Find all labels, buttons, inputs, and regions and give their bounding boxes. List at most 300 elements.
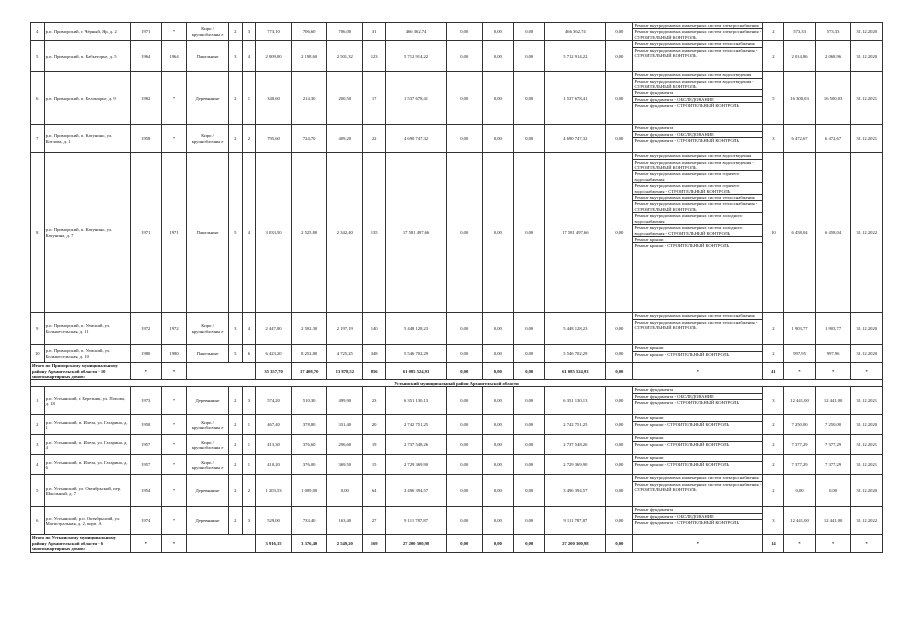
table-row <box>31 153 883 313</box>
address-cell: р.п. Приморский, п. Беломорье, д. 9 <box>44 72 130 125</box>
planned-date: 31.12.2020 <box>851 415 883 435</box>
repair-cost: 5 712 914,22 <box>386 41 447 72</box>
table-row <box>31 313 883 345</box>
other-cell: 0,00 <box>606 415 633 435</box>
address-cell: р.п. Приморский, п. Бабьегорье, д. 5 <box>44 41 130 72</box>
max-unit-cost: 997,96 <box>815 345 851 363</box>
commission-year: 1980 <box>130 345 161 363</box>
residents-cell: 22 <box>363 125 386 153</box>
max-unit-cost: 7 377,29 <box>815 435 851 455</box>
total-c5: 0,00 <box>606 535 633 552</box>
residents-cell: 140 <box>363 313 386 345</box>
address-cell: р.п. Приморский, г. Чёрный, Яр, д. 2 <box>44 23 130 41</box>
residential-area: 2 502,30 <box>291 313 327 345</box>
residents-cell: 64 <box>363 475 386 507</box>
entrances-cell: 2 <box>242 125 256 153</box>
overhaul-year: * <box>161 415 186 435</box>
wall-material: Деревянные <box>187 475 229 507</box>
private-area: 4 725,25 <box>327 345 363 363</box>
planned-date: 31.12.2022 <box>851 507 883 535</box>
residential-area: 214,30 <box>291 72 327 125</box>
repair-cost: 9 111 787,87 <box>386 507 447 535</box>
total-area: 340,60 <box>256 72 292 125</box>
total-a3: 13 878,52 <box>327 363 363 380</box>
total-p2: * <box>815 535 851 552</box>
works-count: 2 <box>763 313 784 345</box>
works-count: 5 <box>763 72 784 125</box>
district-heading: Устьянский муниципальный район Архангельской области <box>31 380 883 387</box>
total-area: 773,10 <box>256 23 292 41</box>
works-list <box>633 23 763 41</box>
total-label: Итого по Приморскому муниципальному району Архангельской области - 10 многоквартирных домов: <box>31 363 131 380</box>
wall-material: Деревянные <box>187 507 229 535</box>
commission-year: 1982 <box>130 72 161 125</box>
repair-cost: 466 362,74 <box>386 23 447 41</box>
budget-cell: 0,00 <box>482 125 513 153</box>
max-unit-cost: 1 903,77 <box>815 313 851 345</box>
works-list <box>633 41 763 72</box>
residents-cell: 135 <box>363 153 386 313</box>
fund-cell: 0,00 <box>446 313 482 345</box>
local-cell: 0,00 <box>514 72 545 125</box>
work-item: Ремонт крыши - СТРОИТЕЛЬНЫЙ КОНТРОЛЬ <box>634 461 730 467</box>
max-unit-cost: 12 441,00 <box>815 507 851 535</box>
work-item: Ремонт фундамента - СТРОИТЕЛЬНЫЙ КОНТРОЛЬ <box>634 103 740 109</box>
overhaul-year: * <box>161 72 186 125</box>
total-label: Итого по Устьянскому муниципальному району Архангельской области - 6 многоквартирных домов: <box>31 535 131 552</box>
total-p2: * <box>815 363 851 380</box>
repair-cost: 17 581 497,66 <box>386 153 447 313</box>
residential-area: 378,80 <box>291 415 327 435</box>
other-cell: 0,00 <box>606 72 633 125</box>
owners-cell: 5 712 914,22 <box>545 41 606 72</box>
max-unit-cost: 12 441,00 <box>815 387 851 415</box>
owners-cell: 1 537 678,41 <box>545 72 606 125</box>
floors-cell: 2 <box>229 507 243 535</box>
budget-cell: 0,00 <box>482 41 513 72</box>
address-cell: р.п. Устьянский, п. Илеза, ул. Гагарина, д. 1 <box>44 415 130 435</box>
wall-material: Панельные <box>187 153 229 313</box>
total-c3: 0,00 <box>514 535 545 552</box>
work-item: Ремонт внутридомовых инженерных систем электроснабжения - СТРОИТЕЛЬНЫЙ КОНТРОЛЬ <box>634 29 762 40</box>
total-cost: 27 200 300,98 <box>386 535 447 552</box>
works-list <box>633 415 763 435</box>
work-item: Ремонт крыши - СТРОИТЕЛЬНЫЙ КОНТРОЛЬ <box>634 351 730 357</box>
fund-cell: 0,00 <box>446 345 482 363</box>
owners-cell: 2 742 751,25 <box>545 415 606 435</box>
work-item: Ремонт фундамента - СТРОИТЕЛЬНЫЙ КОНТРОЛЬ <box>634 400 740 406</box>
floors-cell: 2 <box>229 435 243 455</box>
work-item: Ремонт фундамента <box>633 387 762 393</box>
total-c1: 0,00 <box>446 535 482 552</box>
work-item: Ремонт фундамента <box>633 90 762 96</box>
district-heading-row <box>31 380 883 387</box>
work-item: Ремонт крыши <box>633 455 762 461</box>
total-area: 574,20 <box>256 387 292 415</box>
repair-cost: 3 496 394,57 <box>386 475 447 507</box>
total-a2: 17 408,70 <box>291 363 327 380</box>
residents-cell: 348 <box>363 345 386 363</box>
overhaul-year: 1964 <box>161 41 186 72</box>
floors-cell: 2 <box>229 475 243 507</box>
works-count: 3 <box>763 125 784 153</box>
fund-cell: 0,00 <box>446 387 482 415</box>
local-cell: 0,00 <box>514 125 545 153</box>
works-count: 2 <box>763 475 784 507</box>
fund-cell: 0,00 <box>446 475 482 507</box>
unit-cost: 16 300,03 <box>784 72 815 125</box>
overhaul-year: * <box>161 435 186 455</box>
work-item: Ремонт внутридомовых инженерных систем теплоснабжения <box>633 41 762 47</box>
works-count: 3 <box>763 387 784 415</box>
planned-date: 31.12.2021 <box>851 387 883 415</box>
total-placeholder: * <box>161 535 186 552</box>
total-cost: 61 085 524,93 <box>386 363 447 380</box>
private-area: 2 197,19 <box>327 313 363 345</box>
unit-cost: 0,00 <box>784 475 815 507</box>
work-item: Ремонт фундамента - ОБСЛЕДОВАНИЕ <box>633 394 762 400</box>
entrances-cell: 4 <box>242 41 256 72</box>
residents-cell: 23 <box>363 387 386 415</box>
repair-cost: 2 742 751,25 <box>386 415 447 435</box>
total-placeholder: * <box>161 363 186 380</box>
unit-cost: 573,33 <box>784 23 815 41</box>
repair-cost: 5 546 702,29 <box>386 345 447 363</box>
works-list <box>633 455 763 475</box>
address-cell: р.п. Устьянский, р.п. Октябрьский, ул. Магистральная, д. 2, корп. А <box>44 507 130 535</box>
budget-cell: 0,00 <box>482 507 513 535</box>
repair-cost: 2 729 369,90 <box>386 455 447 475</box>
works-count: 2 <box>763 23 784 41</box>
other-cell: 0,00 <box>606 23 633 41</box>
total-c4: 27 200 300,98 <box>545 535 606 552</box>
planned-date: 31.12.2020 <box>851 313 883 345</box>
work-item: Ремонт внутридомовых инженерных систем теплоснабжения - СТРОИТЕЛЬНЫЙ КОНТРОЛЬ <box>633 201 762 213</box>
work-item: Ремонт внутридомовых инженерных систем водоотведения - СТРОИТЕЛЬНЫЙ КОНТРОЛЬ <box>633 79 762 91</box>
total-empty <box>187 363 256 380</box>
budget-cell: 0,00 <box>482 475 513 507</box>
fund-cell: 0,00 <box>446 415 482 435</box>
residential-area: 706,60 <box>291 23 327 41</box>
other-cell: 0,00 <box>606 125 633 153</box>
planned-date: 31.12.2021 <box>851 455 883 475</box>
owners-cell: 4 690 747,32 <box>545 125 606 153</box>
total-row <box>31 363 883 380</box>
address-cell: р.п. Приморский, п. Уемский, ул. Большесельская, д. 10 <box>44 345 130 363</box>
work-item: Ремонт внутридомовых инженерных систем горячего водоснабжения - СТРОИТЕЛЬНЫЙ КОНТРОЛЬ <box>633 183 762 195</box>
total-res: 856 <box>363 363 386 380</box>
address-cell: р.п. Устьянский, п. Илеза, ул. Гагарина, д. 6 <box>44 455 130 475</box>
row-number: 9 <box>31 313 45 345</box>
overhaul-year: * <box>161 23 186 41</box>
row-number: 6 <box>31 72 45 125</box>
unit-cost: 6 458,04 <box>784 153 815 313</box>
planned-date: 31.12.2020 <box>851 345 883 363</box>
repair-cost: 5 448 128,23 <box>386 313 447 345</box>
total-c3: 0,00 <box>514 363 545 380</box>
total-area: 6 423,20 <box>256 345 292 363</box>
total-placeholder: * <box>130 535 161 552</box>
floors-cell: 2 <box>229 72 243 125</box>
row-number: 4 <box>31 455 45 475</box>
work-item: Ремонт внутридомовых инженерных систем теплоснабжения <box>633 313 762 319</box>
floors-cell: 3 <box>229 41 243 72</box>
row-number: 8 <box>31 153 45 313</box>
table-body <box>31 23 883 553</box>
table-row <box>31 125 883 153</box>
total-empty <box>187 535 256 552</box>
floors-cell: 2 <box>229 125 243 153</box>
row-number: 4 <box>31 23 45 41</box>
work-item: Ремонт внутридомовых инженерных систем электроснабжения <box>633 475 762 481</box>
works-count: 3 <box>763 507 784 535</box>
other-cell: 0,00 <box>606 345 633 363</box>
local-cell: 0,00 <box>514 435 545 455</box>
total-p1: * <box>784 535 815 552</box>
work-item: Ремонт фундамента - СТРОИТЕЛЬНЫЙ КОНТРОЛЬ <box>634 138 740 144</box>
budget-cell: 0,00 <box>482 345 513 363</box>
residential-area: 376,00 <box>291 455 327 475</box>
row-number: 7 <box>31 125 45 153</box>
unit-cost: 6 472,67 <box>784 125 815 153</box>
wall-material: Кирп / крупноблочны е <box>187 23 229 41</box>
total-area: 3 033,50 <box>256 153 292 313</box>
commission-year: 1958 <box>130 125 161 153</box>
commission-year: 1958 <box>130 415 161 435</box>
private-area: 2 501,32 <box>327 41 363 72</box>
wall-material: Кирп / крупноблочны е <box>187 313 229 345</box>
wall-material: Панельные <box>187 41 229 72</box>
total-c2: 0,00 <box>482 363 513 380</box>
local-cell: 0,00 <box>514 345 545 363</box>
local-cell: 0,00 <box>514 153 545 313</box>
fund-cell: 0,00 <box>446 435 482 455</box>
unit-cost: 12 441,00 <box>784 387 815 415</box>
other-cell: 0,00 <box>606 507 633 535</box>
total-a3: 2 549,20 <box>327 535 363 552</box>
total-res: 169 <box>363 535 386 552</box>
commission-year: 1971 <box>130 153 161 313</box>
floors-cell: 5 <box>229 153 243 313</box>
fund-cell: 0,00 <box>446 72 482 125</box>
total-area: 795,60 <box>256 125 292 153</box>
owners-cell: 5 448 128,23 <box>545 313 606 345</box>
owners-cell: 466 362,74 <box>545 23 606 41</box>
total-a1: 3 916,15 <box>256 535 292 552</box>
work-item: Ремонт крыши <box>633 435 762 441</box>
entrances-cell: 3 <box>242 387 256 415</box>
planned-date: 31.12.2020 <box>851 23 883 41</box>
private-area: 331,40 <box>327 415 363 435</box>
unit-cost: 2 014,86 <box>784 41 815 72</box>
work-item: Ремонт внутридомовых инженерных систем водоотведения - СТРОИТЕЛЬНЫЙ КОНТРОЛЬ <box>633 160 762 172</box>
residents-cell: 17 <box>363 72 386 125</box>
works-count: 2 <box>763 435 784 455</box>
works-count: 10 <box>763 153 784 313</box>
max-unit-cost: 7 250,00 <box>815 415 851 435</box>
work-item: Ремонт фундамента - ОБСЛЕДОВАНИЕ <box>633 97 762 103</box>
table-row <box>31 387 883 415</box>
overhaul-year: 1972 <box>161 313 186 345</box>
wall-material: Кирп / крупноблочны е <box>187 125 229 153</box>
local-cell: 0,00 <box>514 41 545 72</box>
other-cell: 0,00 <box>606 313 633 345</box>
fund-cell: 0,00 <box>446 41 482 72</box>
other-cell: 0,00 <box>606 435 633 455</box>
table-row <box>31 475 883 507</box>
private-area: 369,50 <box>327 455 363 475</box>
works-list <box>633 125 763 153</box>
total-k: 14 <box>763 535 784 552</box>
local-cell: 0,00 <box>514 23 545 41</box>
work-item: Ремонт фундамента <box>633 507 762 513</box>
work-item: Ремонт крыши - СТРОИТЕЛЬНЫЙ КОНТРОЛЬ <box>634 441 730 447</box>
entrances-cell: 1 <box>242 72 256 125</box>
total-row <box>31 535 883 552</box>
address-cell: р.п. Устьянский, г. Березник, ул. Попова, д. 18 <box>44 387 130 415</box>
works-list <box>633 313 763 345</box>
works-count: 2 <box>763 41 784 72</box>
fund-cell: 0,00 <box>446 23 482 41</box>
residents-cell: 20 <box>363 415 386 435</box>
max-unit-cost: 2 068,96 <box>815 41 851 72</box>
other-cell: 0,00 <box>606 153 633 313</box>
fund-cell: 0,00 <box>446 455 482 475</box>
floors-cell: 2 <box>229 23 243 41</box>
entrances-cell: 2 <box>242 475 256 507</box>
budget-cell: 0,00 <box>482 435 513 455</box>
fund-cell: 0,00 <box>446 125 482 153</box>
overhaul-year: 1971 <box>161 153 186 313</box>
planned-date: 31.12.2021 <box>851 72 883 125</box>
works-list <box>633 475 763 507</box>
budget-cell: 0,00 <box>482 387 513 415</box>
row-number: 1 <box>31 387 45 415</box>
entrances-cell: 1 <box>242 455 256 475</box>
fund-cell: 0,00 <box>446 153 482 313</box>
planned-date: 31.12.2020 <box>851 475 883 507</box>
overhaul-year: * <box>161 455 186 475</box>
work-item: Ремонт фундамента - ОБСЛЕДОВАНИЕ <box>633 514 762 520</box>
wall-material: Деревянные <box>187 72 229 125</box>
local-cell: 0,00 <box>514 507 545 535</box>
address-cell: р.п. Приморский, п. Катунино, ул. Катунина, д. 7 <box>44 153 130 313</box>
row-number: 10 <box>31 345 45 363</box>
table-row <box>31 23 883 41</box>
private-area: 409,20 <box>327 125 363 153</box>
floors-cell: 2 <box>229 415 243 435</box>
residents-cell: 31 <box>363 23 386 41</box>
total-a1: 35 357,70 <box>256 363 292 380</box>
work-item: Ремонт фундамента - СТРОИТЕЛЬНЫЙ КОНТРОЛЬ <box>634 520 740 526</box>
works-list <box>633 387 763 415</box>
address-cell: р.п. Устьянский, п. Илеза, ул. Гагарина, д. 4 <box>44 435 130 455</box>
entrances-cell: 3 <box>242 507 256 535</box>
work-item: Ремонт внутридомовых инженерных систем холодного водоснабжения <box>633 213 762 225</box>
other-cell: 0,00 <box>606 41 633 72</box>
max-unit-cost: 16 500,03 <box>815 72 851 125</box>
private-area: 2 342,40 <box>327 153 363 313</box>
overhaul-year: * <box>161 387 186 415</box>
overhaul-year: 1980 <box>161 345 186 363</box>
wall-material: Деревянные <box>187 387 229 415</box>
residential-area: 1 009,00 <box>291 475 327 507</box>
row-number: 5 <box>31 475 45 507</box>
total-a2: 3 376,40 <box>291 535 327 552</box>
commission-year: 1974 <box>130 507 161 535</box>
work-item: Ремонт внутридомовых инженерных систем водоотведения <box>633 153 762 159</box>
total-area: 1 203,53 <box>256 475 292 507</box>
private-area: 706,00 <box>327 23 363 41</box>
residential-area: 733,40 <box>291 507 327 535</box>
total-date: * <box>851 363 883 380</box>
table-row <box>31 455 883 475</box>
total-area: 467,40 <box>256 415 292 435</box>
table-row <box>31 41 883 72</box>
works-count: 2 <box>763 455 784 475</box>
total-c2: 0,00 <box>482 535 513 552</box>
commission-year: 1964 <box>130 41 161 72</box>
work-item: Ремонт крыши <box>633 237 762 243</box>
commission-year: 1973 <box>130 387 161 415</box>
total-works: * <box>633 363 763 380</box>
capital-repair-table <box>30 22 883 553</box>
unit-cost: 7 377,29 <box>784 435 815 455</box>
works-list <box>633 435 763 455</box>
floors-cell: 2 <box>229 455 243 475</box>
wall-material: Панельные <box>187 345 229 363</box>
planned-date: 31.12.2020 <box>851 41 883 72</box>
table-row <box>31 345 883 363</box>
total-area: 410,20 <box>256 455 292 475</box>
local-cell: 0,00 <box>514 313 545 345</box>
residents-cell: 27 <box>363 507 386 535</box>
max-unit-cost: 6 472,67 <box>815 125 851 153</box>
total-area: 529,00 <box>256 507 292 535</box>
residential-area: 510,30 <box>291 387 327 415</box>
max-unit-cost: 7 377,29 <box>815 455 851 475</box>
work-item: Ремонт внутридомовых инженерных систем горячего водоснабжения <box>633 171 762 183</box>
work-item: Ремонт внутридомовых инженерных систем теплоснабжения <box>633 195 762 201</box>
work-item: Ремонт внутридомовых инженерных систем электроснабжения <box>633 23 762 29</box>
commission-year: 1957 <box>130 455 161 475</box>
work-item: Ремонт крыши <box>633 345 762 351</box>
private-area: 0,00 <box>327 475 363 507</box>
planned-date: 31.12.2021 <box>851 125 883 153</box>
row-number: 6 <box>31 507 45 535</box>
work-item: Ремонт крыши <box>633 415 762 421</box>
commission-year: 1954 <box>130 475 161 507</box>
owners-cell: 3 496 394,57 <box>545 475 606 507</box>
address-cell: р.п. Приморский, п. Катунино, ул. Котлова, д. 1 <box>44 125 130 153</box>
unit-cost: 1 903,77 <box>784 313 815 345</box>
work-item: Ремонт внутридомовых инженерных систем водоотведения <box>633 72 762 78</box>
total-c5: 0,00 <box>606 363 633 380</box>
budget-cell: 0,00 <box>482 313 513 345</box>
other-cell: 0,00 <box>606 455 633 475</box>
wall-material: Кирп / крупноблочны е <box>187 415 229 435</box>
row-number: 5 <box>31 41 45 72</box>
table-row <box>31 507 883 535</box>
works-count: 2 <box>763 415 784 435</box>
work-item: Ремонт внутридомовых инженерных систем теплоснабжения - СТРОИТЕЛЬНЫЙ КОНТРОЛЬ <box>634 319 758 331</box>
overhaul-year: * <box>161 125 186 153</box>
residents-cell: 15 <box>363 455 386 475</box>
work-item: Ремонт крыши - СТРОИТЕЛЬНЫЙ КОНТРОЛЬ <box>634 421 730 427</box>
local-cell: 0,00 <box>514 475 545 507</box>
owners-cell: 5 546 702,29 <box>545 345 606 363</box>
private-area: 296,60 <box>327 435 363 455</box>
